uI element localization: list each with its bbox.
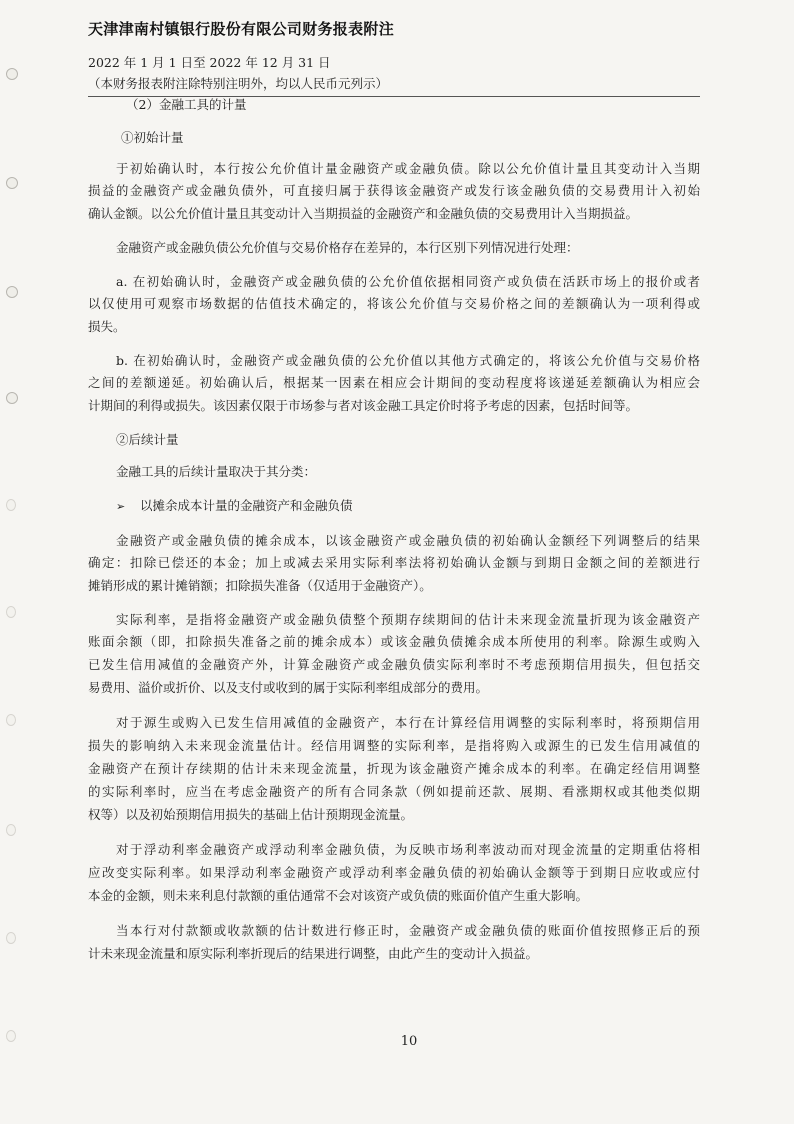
bullet-text: 以摊余成本计量的金融资产和金融负债 (140, 498, 353, 513)
subsection-heading: ①初始计量 (121, 130, 184, 145)
binding-hole (6, 392, 18, 404)
paragraph-line: 对于源生或购入已发生信用减值的金融资产，本行在计算经信用调整的实际利率时，将预期信用 (116, 715, 700, 730)
paragraph-line: 损失的影响纳入未来现金流量估计。经信用调整的实际利率，是指将购入或源生的已发生信用减值的 (88, 738, 700, 753)
subsection-heading: ②后续计量 (116, 432, 179, 447)
paragraph-line: 确定：扣除已偿还的本金；加上或减去采用实际利率法将初始确认金额与到期日金额之间的差额进行 (88, 555, 700, 570)
paragraph-line: 以仅使用可观察市场数据的估值技术确定的，将该公允价值与交易价格之间的差额确认为一项利得或 (88, 296, 700, 311)
paragraph-line: 计期间的利得或损失。该因素仅限于市场参与者对该金融工具定价时将予考虑的因素，包括时间等。 (88, 398, 639, 413)
paragraph-line: 易费用、溢价或折价、以及支付或收到的属于实际利率组成部分的费用。 (88, 680, 489, 695)
paragraph-line: 的实际利率时，应当在考虑金融资产的所有合同条款（例如提前还款、展期、看涨期权或其他类似期 (88, 784, 700, 799)
paragraph-line: 计未来现金流量和原实际利率折现后的结果进行调整，由此产生的变动计入损益。 (88, 946, 539, 961)
bullet-arrow-icon: ➢ (116, 500, 126, 513)
paragraph-line: 金融资产在预计存续期的估计未来现金流量，折现为该金融资产摊余成本的利率。在确定经信用调整 (88, 761, 700, 776)
paragraph-line: 权等）以及初始预期信用损失的基础上估计预期现金流量。 (88, 807, 414, 822)
binding-hole (6, 286, 18, 298)
binding-hole (6, 606, 16, 618)
section-heading: （2）金融工具的计量 (126, 97, 247, 112)
page-number: 10 (400, 1034, 418, 1049)
reporting-period: 2022 年 1 月 1 日至 2022 年 12 月 31 日 (88, 55, 331, 70)
paragraph-line: 于初始确认时，本行按公允价值计量金融资产或金融负债。除以公允价值计量且其变动计入当期 (116, 161, 700, 176)
paragraph-line: 摊销形成的累计摊销额；扣除损失准备（仅适用于金融资产）。 (88, 578, 432, 593)
paragraph-line: 应改变实际利率。如果浮动利率金融资产或浮动利率金融负债的初始确认金额等于到期日应收或应付 (88, 865, 700, 880)
paragraph-line: 金融资产或金融负债的摊余成本，以该金融资产或金融负债的初始确认金额经下列调整后的结果 (116, 533, 700, 548)
binding-hole (6, 499, 16, 511)
binding-hole (6, 714, 16, 726)
currency-note: （本财务报表附注除特别注明外，均以人民币元列示） (88, 76, 389, 91)
paragraph-line: 金融资产或金融负债公允价值与交易价格存在差异的，本行区别下列情况进行处理： (116, 240, 579, 255)
paragraph-line: b. 在初始确认时，金融资产或金融负债的公允价值以其他方式确定的，将该公允价值与交易价格 (116, 353, 700, 368)
paragraph-line: a. 在初始确认时，金融资产或金融负债的公允价值依据相同资产或负债在活跃市场上的报价或者 (116, 274, 700, 289)
paragraph-line: 实际利率，是指将金融资产或金融负债整个预期存续期间的估计未来现金流量折现为该金融资产 (116, 612, 700, 627)
paragraph-line: 之间的差额递延。初始确认后，根据某一因素在相应会计期间的变动程度将该递延差额确认为相应会 (88, 375, 700, 390)
bullet-item (116, 495, 353, 518)
paragraph-line: 当本行对付款额或收款额的估计数进行修正时，金融资产或金融负债的账面价值按照修正后的预 (116, 923, 700, 938)
paragraph-line: 损失。 (88, 319, 126, 334)
paragraph-line: 账面余额（即，扣除损失准备之前的摊余成本）或该金融负债摊余成本所使用的利率。除源生或购入 (88, 634, 700, 649)
binding-hole (6, 177, 18, 189)
paragraph-line: 已发生信用减值的金融资产外，计算金融资产或金融负债实际利率时不考虑预期信用损失，但包括交 (88, 657, 700, 672)
paragraph-line: 损益的金融资产或金融负债外，可直接归属于获得该金融资产或发行该金融负债的交易费用计入初始 (88, 183, 700, 198)
binding-hole (6, 68, 18, 80)
paragraph-line: 对于浮动利率金融资产或浮动利率金融负债，为反映市场利率波动而对现金流量的定期重估将相 (116, 842, 700, 857)
binding-hole (6, 932, 16, 944)
paragraph-line: 确认金额。以公允价值计量且其变动计入当期损益的金融资产和金融负债的交易费用计入当期损益。 (88, 206, 639, 221)
paragraph-line: 本金的金额，则未来利息付款额的重估通常不会对该资产或负债的账面价值产生重大影响。 (88, 888, 589, 903)
report-title: 天津津南村镇银行股份有限公司财务报表附注 (88, 20, 395, 38)
binding-hole (6, 824, 16, 836)
page-header (88, 18, 708, 97)
paragraph-line: 金融工具的后续计量取决于其分类： (116, 464, 317, 479)
